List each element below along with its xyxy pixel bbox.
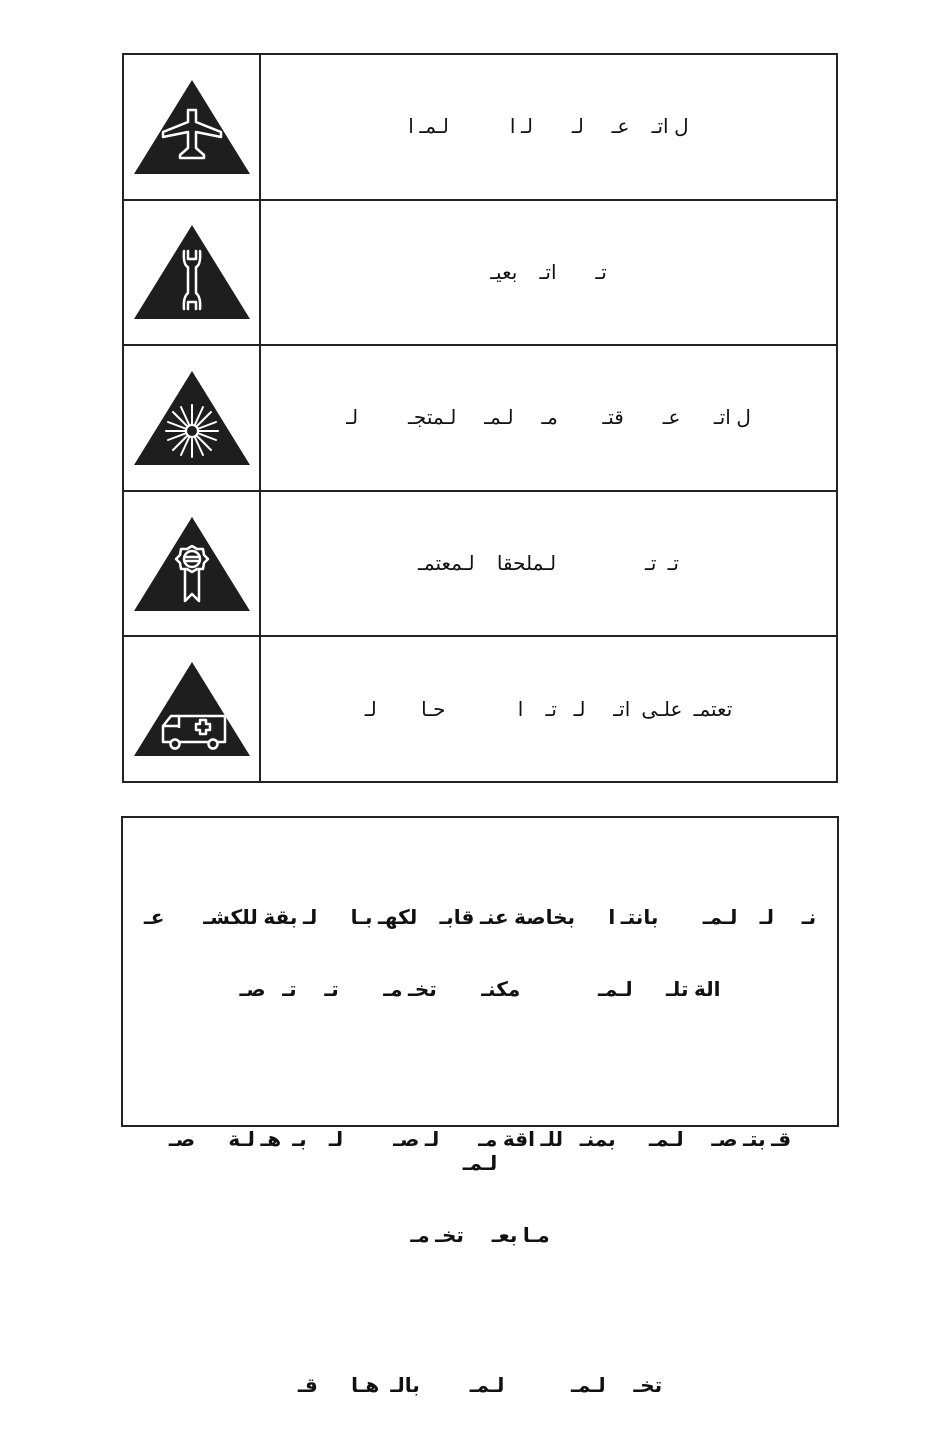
warning-text: ل اتـ عـ قتـ مـ لـمـ لـمتجـ لـ	[346, 407, 751, 430]
airplane-icon	[131, 76, 253, 178]
notice-line: قـ بتـ صـ لـمـ بمنـ للـ اقة مـ لـ صـ لـ بـ هـ لـة صـ لـمـ	[146, 1129, 792, 1175]
warning-text: تـ اتـ بعيـ	[490, 261, 607, 284]
warning-row-airplane	[124, 55, 836, 201]
warning-row-approved-accessories	[124, 492, 836, 638]
notice-line: نـ لـ لـمـ بانتـ ا بخاصة عنـ قابـ لكهـ بـا لـ بقة للكشـ عـ	[143, 907, 817, 929]
notice-line: تخـ لـمـ لـمـ بالـ هـا قـ	[297, 1375, 663, 1397]
notice-paragraph	[141, 858, 819, 1050]
warning-row-explosion	[124, 346, 836, 492]
notice-paragraph	[141, 1326, 819, 1446]
safety-notice-box	[121, 816, 839, 1397]
notice-line: مـا بعـ تخـ مـ	[410, 1225, 550, 1247]
warning-text: ل اتـ عـ لـ لـ ا لـمـ ا	[408, 116, 689, 139]
warning-symbols-table	[122, 53, 838, 783]
warning-row-ambulance	[124, 637, 836, 781]
notice-line: الة تلـ لـمـ مكنـ تخـ مـ تـ تـ صـ	[239, 979, 721, 1001]
explosion-icon	[131, 367, 253, 469]
warning-text: تـ تـ لـملحقا لـمعتمـ	[418, 553, 679, 576]
rosette-icon	[131, 513, 253, 615]
ambulance-icon	[131, 658, 253, 760]
notice-paragraph	[141, 1080, 819, 1296]
warning-text: تعتمـ علـى اتـ لـ تـ ا حـا لـ	[364, 698, 733, 721]
wrench-icon	[131, 221, 253, 323]
warning-row-wrench	[124, 201, 836, 347]
